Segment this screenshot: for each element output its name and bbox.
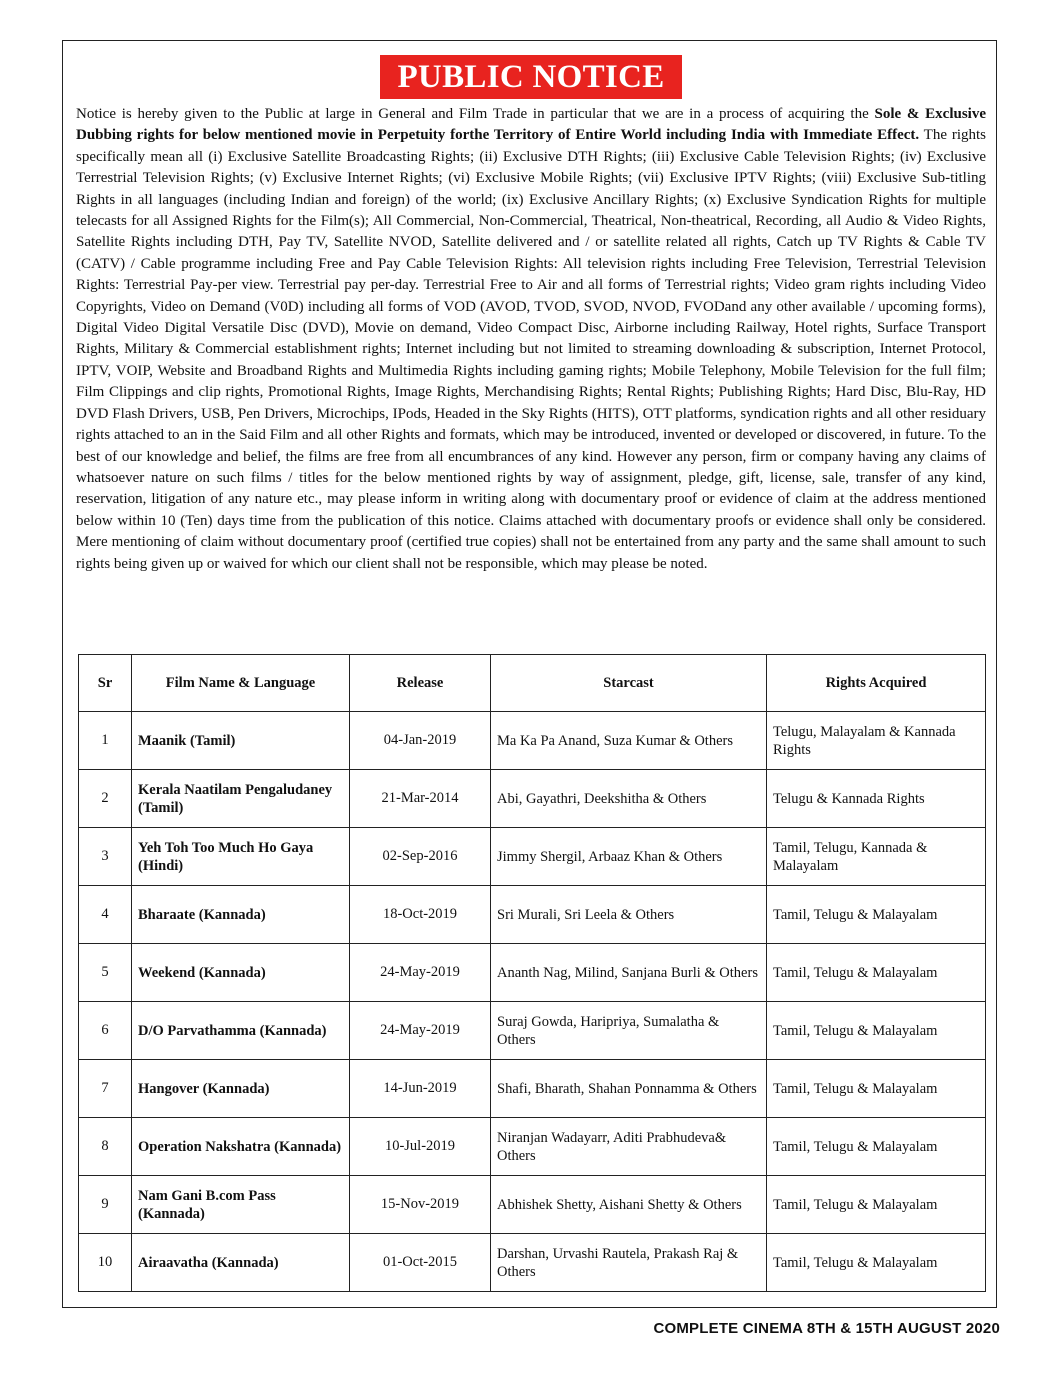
cell-sr: 5: [79, 944, 132, 1002]
cell-release: 18-Oct-2019: [350, 886, 491, 944]
table-row: [79, 1176, 986, 1234]
header-sr: Sr: [79, 655, 132, 712]
table-row: [79, 1118, 986, 1176]
cell-starcast: Ananth Nag, Milind, Sanjana Burli & Others: [491, 944, 767, 1002]
cell-release: 04-Jan-2019: [350, 712, 491, 770]
cell-sr: 9: [79, 1176, 132, 1234]
cell-film-name: Nam Gani B.com Pass (Kannada): [132, 1176, 350, 1234]
header-starcast: Starcast: [491, 655, 767, 712]
notice-bold-text: Sole & Exclusive Dubbing rights for below mentioned movie in Perpetuity forthe Territory of Entire World including India with Immediate Effect.: [76, 106, 987, 144]
cell-rights: Tamil, Telugu & Malayalam: [767, 1176, 986, 1234]
cell-sr: 10: [79, 1234, 132, 1292]
cell-film-name: D/O Parvathamma (Kannada): [132, 1002, 350, 1060]
cell-release: 14-Jun-2019: [350, 1060, 491, 1118]
cell-starcast: Ma Ka Pa Anand, Suza Kumar & Others: [491, 712, 767, 770]
public-notice-title: PUBLIC NOTICE: [380, 55, 682, 99]
table-header-row: [79, 655, 986, 712]
cell-sr: 6: [79, 1002, 132, 1060]
notice-intro-text: Notice is hereby given to the Public at large in General and Film Trade in particular that we are in a process of acquiring the: [76, 106, 875, 122]
cell-release: 15-Nov-2019: [350, 1176, 491, 1234]
cell-rights: Telugu & Kannada Rights: [767, 770, 986, 828]
cell-film-name: Yeh Toh Too Much Ho Gaya (Hindi): [132, 828, 350, 886]
table-row: [79, 1234, 986, 1292]
table-row: [79, 1060, 986, 1118]
cell-rights: Tamil, Telugu & Malayalam: [767, 886, 986, 944]
cell-film-name: Hangover (Kannada): [132, 1060, 350, 1118]
cell-sr: 1: [79, 712, 132, 770]
cell-rights: Tamil, Telugu, Kannada & Malayalam: [767, 828, 986, 886]
table-row: [79, 770, 986, 828]
table-row: [79, 944, 986, 1002]
cell-starcast: Shafi, Bharath, Shahan Ponnamma & Others: [491, 1060, 767, 1118]
cell-sr: 2: [79, 770, 132, 828]
films-table: [78, 654, 986, 1292]
cell-film-name: Maanik (Tamil): [132, 712, 350, 770]
table-body: [79, 712, 986, 1292]
header-rights: Rights Acquired: [767, 655, 986, 712]
cell-starcast: Jimmy Shergil, Arbaaz Khan & Others: [491, 828, 767, 886]
cell-sr: 4: [79, 886, 132, 944]
header-release: Release: [350, 655, 491, 712]
cell-starcast: Abi, Gayathri, Deekshitha & Others: [491, 770, 767, 828]
cell-sr: 8: [79, 1118, 132, 1176]
header-film-name: Film Name & Language: [132, 655, 350, 712]
table-row: [79, 1002, 986, 1060]
cell-film-name: Kerala Naatilam Pengaludaney (Tamil): [132, 770, 350, 828]
cell-film-name: Bharaate (Kannada): [132, 886, 350, 944]
cell-release: 02-Sep-2016: [350, 828, 491, 886]
cell-starcast: Darshan, Urvashi Rautela, Prakash Raj & Others: [491, 1234, 767, 1292]
cell-rights: Tamil, Telugu & Malayalam: [767, 944, 986, 1002]
notice-paragraph: [76, 104, 986, 575]
cell-rights: Tamil, Telugu & Malayalam: [767, 1118, 986, 1176]
cell-starcast: Niranjan Wadayarr, Aditi Prabhudeva& Others: [491, 1118, 767, 1176]
cell-release: 24-May-2019: [350, 1002, 491, 1060]
cell-film-name: Weekend (Kannada): [132, 944, 350, 1002]
table-row: [79, 828, 986, 886]
publication-footer: COMPLETE CINEMA 8TH & 15TH AUGUST 2020: [653, 1320, 1000, 1337]
cell-film-name: Airaavatha (Kannada): [132, 1234, 350, 1292]
cell-starcast: Abhishek Shetty, Aishani Shetty & Others: [491, 1176, 767, 1234]
notice-body-text: The rights specifically mean all (i) Exclusive Satellite Broadcasting Rights; (ii) Exclusive DTH Rights; (iii) Exclusive Cable Television Rights; (iv) Exclusive Terrestrial Television Rights; (v) Exclusive Internet Rights; (vi) Exclusive Mobile Rights; (vii) Exclusive IPTV Rights; (viii) Exclusive Sub-titling Rights in all languages (including Indian and foreign) of the world; (ix) Exclusive Ancillary Rights; (x) Exclusive Syndication Rights for multiple telecasts for all Assigned Rights for the Film(s); All Commercial, Non-Commercial, Theatrical, Non-theatrical, Recording, all Audio & Video Rights, Satellite Rights including DTH, Pay TV, Satellite NVOD, Satellite delivered and / or satellite related all rights, Catch up TV Rights & Cable TV (CATV) / Cable programme including Free and Pay Cable Television Rights: All television rights including Free Television, Terrestrial Television Rights: Terrestrial Pay-per view. Terrestrial pay per-day. Terrestrial Free to Air and all forms of Terrestrial rights; Video gram rights including Video Copyrights, Video on Demand (V0D) including all forms of VOD (AVOD, TVOD, SVOD, NVOD, FVODand any other available / upcoming forms), Digital Video Digital Versatile Disc (DVD), Movie on demand, Video Compact Disc, Airborne including Railway, Hotel rights, Surface Transport Rights, Military & Commercial establishment rights; Internet including but not limited to streaming downloading & subscription, Internet Protocol, IPTV, VOIP, Website and Broadband Rights and Multimedia Rights including gaming rights; Mobile Telephony, Mobile Television for the full film; Film Clippings and clip rights, Promotional Rights, Image Rights, Merchandising Rights; Rental Rights; Publishing Rights; Hard Disc, Blu-Ray, HD DVD Flash Drivers, USB, Pen Drivers, Microchips, IPods, Headed in the Sky Rights (HITS), OTT platforms, syndication rights and all other residuary rights attached to an in the Said Film and all other Rights and formats, which may be introduced, invented or developed or discovered, in future. To the best of our knowledge and belief, the films are free from all encumbrances of any kind. However any person, firm or company having any claims of whatsoever nature on such films / titles for the below mentioned rights by way of assignment, pledge, gift, license, sale, transfer of any kind, reservation, litigation of any nature etc., may please inform in writing along with documentary proof or evidence of claim at the address mentioned below within 10 (Ten) days time from the publication of this notice. Claims attached with documentary proofs or evidence shall only be considered. Mere mentioning of claim without documentary proof (certified true copies) shall not be entertained from any party and the same shall amount to such rights being given up or waived for which our client shall not be responsible, which may please be noted.: [76, 127, 986, 572]
table-row: [79, 712, 986, 770]
cell-release: 24-May-2019: [350, 944, 491, 1002]
cell-sr: 3: [79, 828, 132, 886]
cell-starcast: Suraj Gowda, Haripriya, Sumalatha & Others: [491, 1002, 767, 1060]
cell-rights: Telugu, Malayalam & Kannada Rights: [767, 712, 986, 770]
cell-rights: Tamil, Telugu & Malayalam: [767, 1002, 986, 1060]
cell-release: 10-Jul-2019: [350, 1118, 491, 1176]
cell-rights: Tamil, Telugu & Malayalam: [767, 1234, 986, 1292]
cell-release: 01-Oct-2015: [350, 1234, 491, 1292]
cell-release: 21-Mar-2014: [350, 770, 491, 828]
cell-rights: Tamil, Telugu & Malayalam: [767, 1060, 986, 1118]
table-row: [79, 886, 986, 944]
cell-starcast: Sri Murali, Sri Leela & Others: [491, 886, 767, 944]
cell-film-name: Operation Nakshatra (Kannada): [132, 1118, 350, 1176]
cell-sr: 7: [79, 1060, 132, 1118]
